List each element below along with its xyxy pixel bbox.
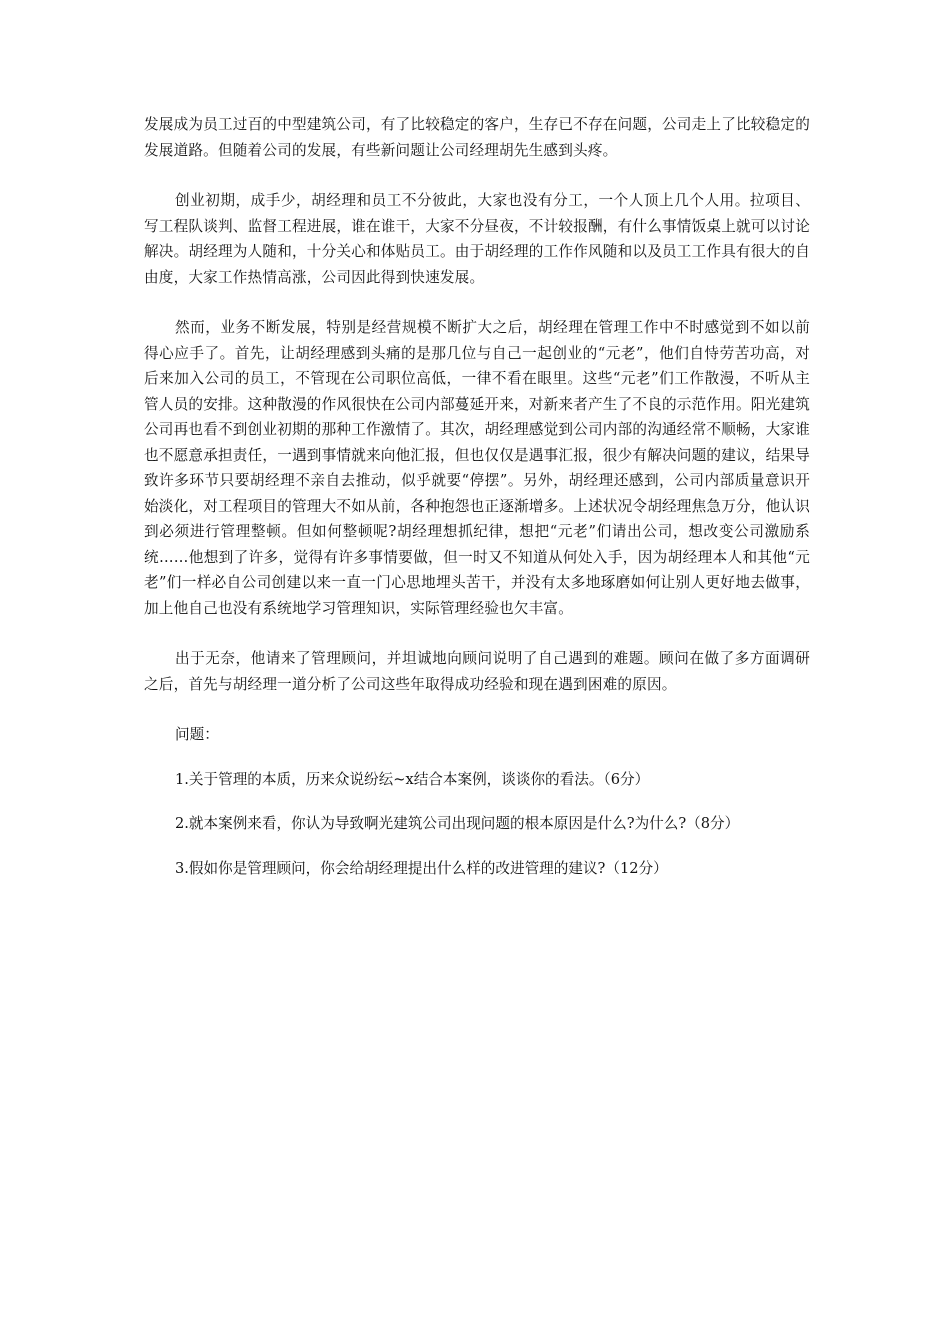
paragraph-problems: 然而，业务不断发展，特别是经营规模不断扩大之后，胡经理在管理工作中不时感觉到不如以前得心应手了。首先，让胡经理感到头痛的是那几位与自己一起创业的“元老”，他们自恃劳苦功高，对后来加入公司的员工，不管现在公司职位高低，一律不看在眼里。这些“元老”们工作散漫，不听从主管人员的安排。这种散漫的作风很快在公司内部蔓延开来，对新来者产生了不良的示范作用。阳光建筑公司再也看不到创业初期的那种工作激情了。其次，胡经理感觉到公司内部的沟通经常不顺畅，大家谁也不愿意承担责任，一遇到事情就来向他汇报，但也仅仅是遇事汇报，很少有解决问题的建议，结果导致许多环节只要胡经理不亲自去推动，似乎就要“停摆”。另外，胡经理还感到，公司内部质量意识开始淡化，对工程项目的管理大不如从前，各种抱怨也正逐渐增多。上述状况令胡经理焦急万分，他认识到必须进行管理整顿。但如何整顿呢?胡经理想抓纪律，想把“元老”们请出公司，想改变公司激励系统……他想到了许多，觉得有许多事情要做，但一时又不知道从何处入手，因为胡经理本人和其他“元老”们一样必自公司创建以来一直一门心思地埋头苦干，并没有太多地琢磨如何让别人更好地去做事，加上他自己也没有系统地学习管理知识，实际管理经验也欠丰富。 <box>144 319 810 617</box>
document-page <box>144 112 810 881</box>
paragraph-consultant: 出于无奈，他请来了管理顾问，并坦诚地向顾问说明了自己遇到的难题。顾问在做了多方面调研之后，首先与胡经理一道分析了公司这些年取得成功经验和现在遇到困难的原因。 <box>144 650 810 693</box>
questions-heading: 问题： <box>175 726 219 743</box>
paragraph-early-stage: 创业初期，成手少，胡经理和员工不分彼此，大家也没有分工，一个人顶上几个人用。拉项目、写工程队谈判、监督工程进展，谁在谁干，大家不分昼夜，不计较报酬，有什么事情饭桌上就可以讨论解决。胡经理为人随和，十分关心和体贴员工。由于胡经理的工作作风随和以及员工工作具有很大的自由度，大家工作热情高涨，公司因此得到快速发展。 <box>144 192 810 286</box>
question-item: 1.关于管理的本质，历来众说纷纭~x结合本案例，谈谈你的看法。（6分） <box>175 770 650 788</box>
question-item: 2.就本案例来看，你认为导致啊光建筑公司出现问题的根本原因是什么?为什么?（8分） <box>175 815 740 832</box>
question-item: 3.假如你是管理顾问，你会给胡经理提出什么样的改进管理的建议?（12分） <box>175 859 668 877</box>
paragraph-intro: 发展成为员工过百的中型建筑公司，有了比较稳定的客户，生存已不存在问题，公司走上了比较稳定的发展道路。但随着公司的发展，有些新问题让公司经理胡先生感到头疼。 <box>144 116 810 159</box>
